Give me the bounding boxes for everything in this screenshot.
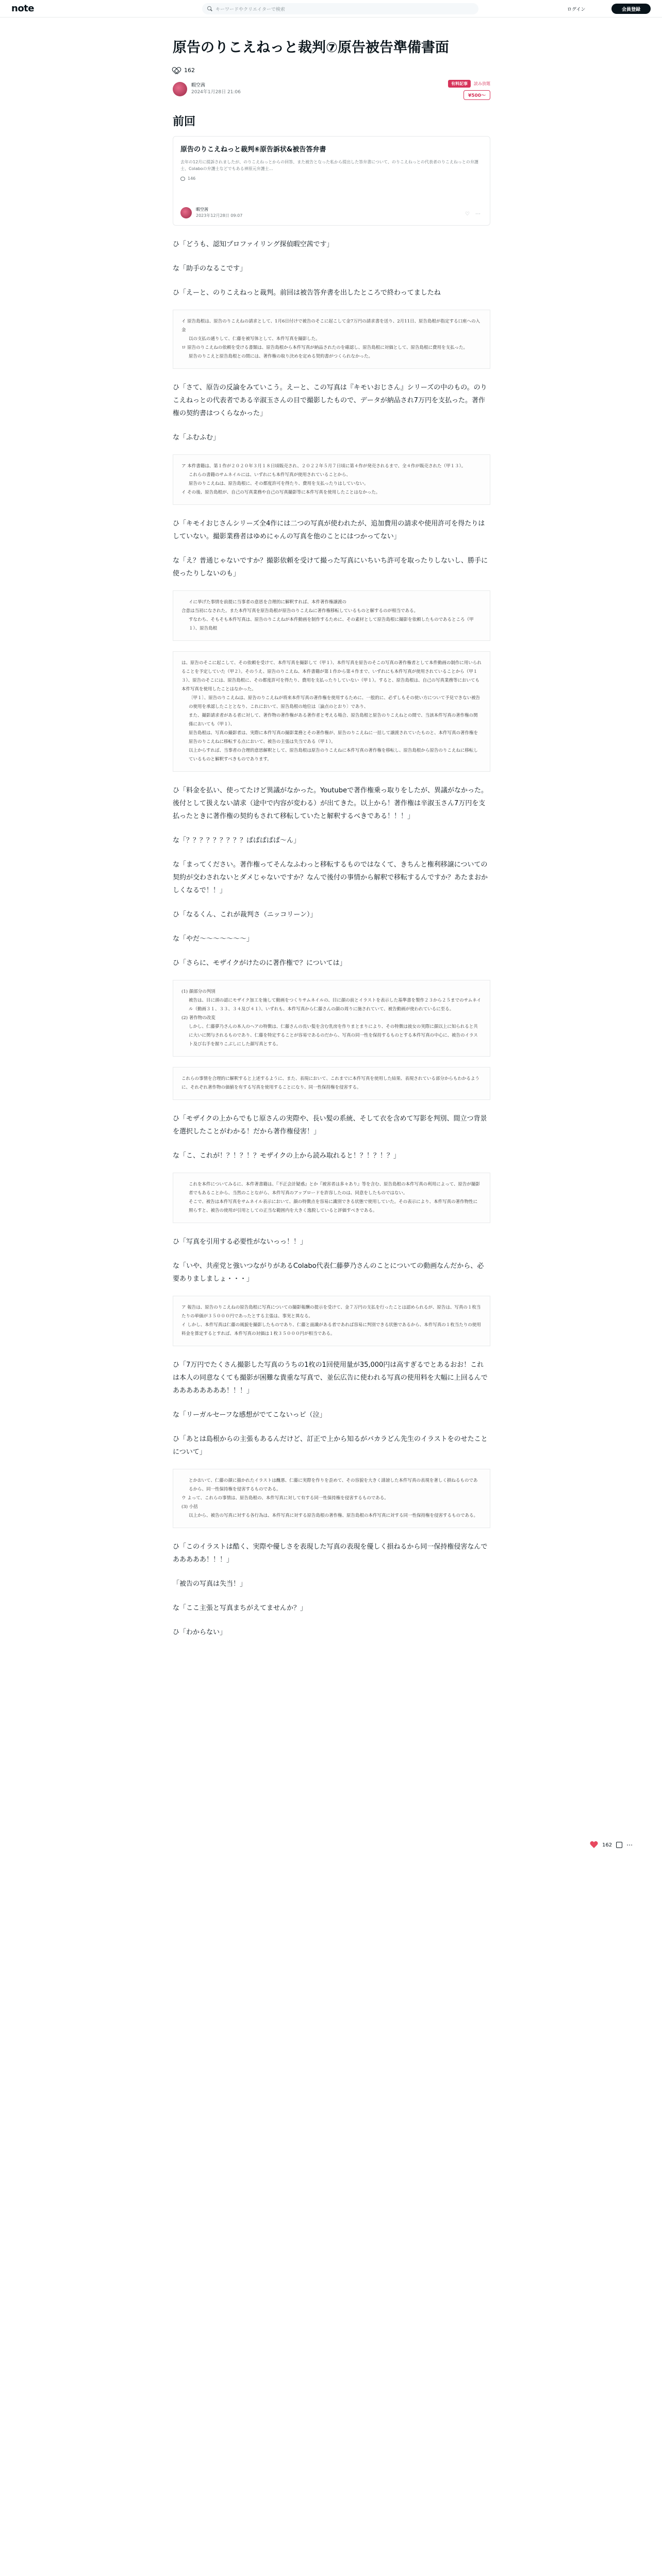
quote-line: ロ 原告のりこえねの依頼を受ける書類は、原告島根から本件写真が納品されたのを確認し、原告島根に対価として、原告島根に費用を支払った。	[181, 345, 468, 350]
section-heading: 前回	[173, 115, 196, 128]
embed-author-name: 暇空茜	[196, 207, 208, 212]
quoted-document-image	[173, 454, 490, 505]
dialogue-line: ひ「7万円でたくさん撮影した写真のうちの1枚の1回使用量が35,000円は高すぎるでとあるおお！これは本人の同意なくても撮影が困難な貴重な写真で、並伝広告に使われる写真の使用料を大幅に上回るんでああああああああ！！！」	[173, 1361, 488, 1395]
login-button[interactable]: ログイン	[567, 7, 586, 12]
embed-date: 2023年12月28日 09:07	[196, 213, 243, 218]
quote-line: これを本件についてみるに、本件著書籍は、『不正会計疑惑』とか『被害者は多々あり』等を含む、原告島根の本件写真の利用によって、原告が撮影者でもあることから、当然のことながら、本件写真のアップロードを許容したのは、同意をしたものではない。	[189, 1182, 480, 1196]
quote-line: イに挙げた事情を前提に当事者の意思を合理的に解釈すれば、本件著作権譲渡の	[189, 600, 347, 605]
dialogue-line: ひ「このイラストは酷く、実際や優しさを表現した写真の表現を優しく損ねるから同一保持権侵害なんであああああ！！！」	[173, 1543, 488, 1564]
quote-line: 原告島根は、写真の撮影者は、実際に本件写真の撮影業務とその著作権が、原告のりこえねに一括して譲渡されていたものと、本件写真の著作権を原告のりこえねに移転する点において、被告の主張は失当である（甲１）。	[189, 731, 478, 744]
search-placeholder: キーワードやクリエイターで検索	[216, 7, 285, 12]
publish-date: 2024年1月28日 21:06	[191, 90, 241, 95]
embed-like-row	[180, 176, 483, 181]
quoted-document-image	[173, 980, 490, 1057]
dialogue-line: な「やだ〜〜〜〜〜〜〜」	[173, 935, 254, 943]
dialogue-line: な「こ、これが！？！？！？モザイクの上から読み取れると！？！？！？」	[173, 1152, 400, 1160]
quoted-document-image	[173, 1296, 490, 1346]
site-header	[0, 0, 662, 18]
article-tags	[448, 80, 490, 88]
subscription-tag[interactable]: 読み放題	[474, 81, 490, 86]
author-avatar[interactable]	[173, 82, 187, 96]
dialogue-line: ひ「どうも、認知プロファイリング探偵暇空茜です」	[173, 241, 334, 248]
dialogue-line: ひ「キモイおじさんシリーズ全4作には二つの写真が使われたが、追加費用の請求や使用許可を得たりはしていない。撮影業務者はゆめにゃんの写真を他のことにはつかってない」	[173, 520, 485, 540]
dialogue-line: な「え？普通じゃないですか？撮影依頼を受けて撮った写真にいちいち許可を取ったりしないし、勝手に使ったりしないのも」	[173, 557, 488, 578]
quoted-document-image	[173, 1173, 490, 1223]
embed-title: 原告のりこえねっと裁判⑥原告訴状&被告答弁書	[180, 146, 326, 154]
quote-line: 以上から、被告の写真に対する各行為は、本件写真に対する原告島根の著作権、原告島根の本件写真に対する同一性保持権を侵害するものである。	[189, 1513, 478, 1518]
dialogue-line: な「助手のなるこです」	[173, 265, 247, 273]
embed-like-count: 146	[188, 176, 196, 181]
dialogue-line: な「ここ主張と写真まちがえてませんか？」	[173, 1604, 307, 1612]
quote-line: ア 本件書籍は、第１作が２０２０年３月１８日頃販売され、２０２２年５月７日頃に第４作が発売されるまで、全４作が販売された（甲１３）。	[181, 464, 466, 469]
dialogue-line: 「被告の写真は失当！」	[173, 1580, 247, 1588]
quote-line: これらの書籍のサムネイルには、いずれにも本件写真が使用されていることから、	[189, 472, 351, 478]
signup-button[interactable]: 会員登録	[611, 4, 651, 14]
dialogue-line: な「いや、共産党と強いつながりがあるColabo代表仁藤夢乃さんのことについての動画なんだから、必要ありましましょ・・・」	[173, 1262, 484, 1283]
quote-line: 被告は、目に頭の認にモザイク加工を施して動画をつくりサムネイルの、目に顔の前とイラストを表示した基準書を製作２３から２５までのサムネイル（動画３１、３３、３４及び４１）、いずれも、本件写真から仁藤さんの顔の周りに施されていて、被告動画が使われているに至る。	[189, 998, 481, 1012]
search-icon	[207, 6, 212, 11]
embed-excerpt: 去年の12月に提訴されましたが、のりこえねっとからの回答、また被告となった私から提出した答弁書について、のりこえねっとの代表者のりこえねっとの弁護士、Colaboの弁護士などでもある神原元弁護士…	[180, 160, 478, 171]
quote-line: また、撮影請求者がある者に対して、著作物の著作権がある著作者と考える場合、原告島根と原告のりこえねとの間で、当該本件写真の著作権の関係においても（甲１）、	[189, 713, 478, 727]
embed-author-avatar	[180, 207, 192, 218]
like-count: 162	[184, 67, 195, 74]
dialogue-line: ひ「あとは島根からの主張もあるんだけど、訂正で上から知るがバカラどん先生のイラストをのせたことについて」	[173, 1435, 488, 1456]
quoted-document-image	[173, 651, 490, 772]
author-row	[173, 81, 490, 97]
quote-line: ア 報告は、原告のりこえねの原告島根に写真についての撮影報酬の提示を受けて、金７万円の支払を行ったことは認められるが、原告は、写真の１枚当たりの単価が３５０００円であったとする主張は、事実と異なる。	[181, 1305, 481, 1319]
article-main	[173, 37, 490, 1639]
price-button[interactable]: ¥500〜	[464, 90, 490, 100]
article-title: 原告のりこえねっと裁判⑦原告被告準備書面	[173, 40, 449, 56]
author-meta	[191, 82, 241, 96]
quote-line: (2) 著作物の改変	[181, 1015, 216, 1021]
dialogue-line: ひ「えーと、のりこえねっと裁判。前回は被告答弁書を出したところで終わってましたね	[173, 289, 441, 297]
dialogue-line: ひ「料金を払い、使ってたけど異議がなかった。Youtubeで著作権乗っ取りをしたが、異議がなかった。後付として扱えない請求（途中で内容が変わる）が出てきた。以上から！著作権は辛淑玉さん7万円を支払ったときに著作権の契約もされて移転していたと解釈するべきである！！！」	[173, 787, 488, 820]
quote-line: イ しかし、本件写真は仁藤の風貌を撮影したものであり、仁藤と面識がある者であれば容易に判別できる状態であるから、本件写真の１枚当たりの使用料金を算定するとすれば、本件写真の対価は１枚３５０００円が相当である。	[181, 1323, 481, 1336]
more-icon[interactable]: ⋯	[626, 1841, 633, 1849]
dialogue-line: な「まってください。著作権ってそんなふわっと移転するものではなくて、きちんと権利移譲についての契約が交わされないとダメじゃないですか？なんで後付の事情から解釈で移転するんですか？あたまおかしくなるで！！」	[173, 861, 488, 894]
quote-line: 〔甲１〕、原告のりこえねは、原告のりこえねが将来本件写真の著作権を使用するために、一般的に、必ずしもその使い方について予見できない被告の使用を承認したこととなり、これにおいて、原告島根の地位は〔論点のとおり〕であり、	[189, 696, 481, 709]
floating-action-bar	[590, 1841, 633, 1849]
note-logo[interactable]: note	[11, 3, 34, 14]
heart-icon[interactable]	[173, 67, 180, 74]
embedded-article-card[interactable]	[173, 136, 490, 226]
quote-line: ウ よって、これらの事情は、原告島根の、本件写真に対して有する同一性保持権を侵害するものである。	[181, 1496, 389, 1501]
quote-line: イ その後、原告島根が、自己の写真業務や自己の写真撮影等に本件写真を使用したことはなかった。	[181, 490, 380, 495]
paid-badge: 有料記事	[448, 80, 471, 88]
search-input[interactable]	[202, 3, 478, 14]
quote-line: しかし、仁藤夢乃さんの本人のヘアの特徴は、仁藤さんの長い髪を含む乳房を作りまとまりにより、その特徴は彼女の実際に顔以上に知られると共に大いに関与されるものであり、仁藤を特定することが容易であるのだから、写真の同一性を保持するものとする本件写真の中心に、被告のイラスト及び右手を握りこぶしにした顔写真とする。	[189, 1024, 478, 1047]
quote-line: 以の支払の通りして、仁藤を被写体として、本件写真を撮影した。	[189, 336, 320, 342]
dialogue-line: な「ふむふむ」	[173, 434, 220, 442]
dialogue-line: ひ「さて、原告の反論をみていこう。えーと、この写真は『キモいおじさん』シリーズの中のもの。のりこえねっとの代表者である辛淑玉さんの目で撮影したもので、データが納品され7万円を支払った。著作権の契約書はつくらなかった」	[173, 384, 487, 417]
dialogue-line: な「リーガルセーフな感想がでてこないっピ（泣」	[173, 1411, 326, 1419]
quoted-document-image	[173, 590, 490, 641]
quote-line: イ 原告島根は、原告のりこえねの請求として、1月6日付けで被告のそこに起こして金7万円の請求書を送り、2月11日、原告島根が指定する口座への入金	[181, 319, 480, 333]
floating-like-count: 162	[602, 1842, 613, 1848]
embed-action-icons[interactable]: ♡ ⋯	[465, 211, 483, 217]
quote-line: すなわち、そもそも本件写真は、原告のりこえねが本件動画を制作するために、その素材として原告島根に撮影を依頼したものであるところ（甲１）、原告島根	[189, 617, 474, 631]
dialogue-line: ひ「さらに、モザイクがけたのに著作権で？については」	[173, 959, 346, 967]
bookmark-icon[interactable]	[616, 1842, 622, 1848]
like-row	[173, 67, 490, 74]
dialogue-line: ひ「なるくん、これが裁判さ（ニッコリーン）」	[173, 911, 317, 919]
quote-line: そこで、被告は本件写真をサムネイル表示において、顔の特徴点を容易に識別できる状態で使用していた。その表示により、本件写真の著作物性に照らすと、被告の使用が引用としての正当な範囲内を大きく逸脱していると評価すべきである。	[189, 1199, 478, 1213]
heart-icon	[180, 177, 185, 181]
quote-line: (3) 小括	[181, 1504, 198, 1510]
quote-line: (1) 顔部分の判別	[181, 989, 216, 994]
dialogue-line: ひ「モザイクの上からでもじ原さんの実際や、長い髪の系統、そして衣を含めて写影を判別、間立つ背景を選択したことがわかる！だから著作権侵害！」	[173, 1115, 487, 1136]
quote-line: 原告のりこえと原告島根との間には、著作権の取り決めを定める契約書がつくられなかった。	[189, 354, 373, 359]
dialogue-line: ひ「写真を引用する必要性がないっっ！！」	[173, 1238, 307, 1246]
quote-line: 原告のりこえねは、原告島根に、その都度許可を得たり、費用を支払ったりはしていない。	[189, 481, 369, 486]
quoted-document-image	[173, 310, 490, 369]
quoted-document-image	[173, 1067, 490, 1100]
quote-line: は、原告のそこに起こして、その依頼を受けて、本件写真を撮影して（甲１）、本件写真を原告のそこの写真の著作権者として本件動画の制作に用いられることを予定していた（甲２）。そのうえ、原告のりこえね、本件書籍が第１作から第４作まで、いずれにも本件写真が使用されていることから（甲１３）、原告のそこには、原告島根に、その都度許可を得たり、費用を支払ったりしていない（甲１）。すると、原告島根は、自己の写真業務等においても本件写真を使用したことはなかった。	[181, 660, 482, 692]
heart-icon[interactable]	[590, 1841, 598, 1849]
dialogue-line: ひ「わからない」	[173, 1629, 227, 1636]
quote-line: これらの事情を合理的に解釈すると上述するように、また、表現において、これまでに本件写真を使用した結果、表現されている部分からもわかるように、それぞれ著作物の価値を有する写真を使用することになり、同一性保持権を侵害する。	[181, 1076, 479, 1090]
quote-line: 合意は当初になされた。また本件写真を原告島根が原告のりこえねに著作権移転しているものと解するのが相当である。	[181, 608, 419, 614]
quote-line: 以上からすれば、当事者の合理的意思解釈として、原告島根は原告のりこえねに本件写真の著作権を移転し、原告島根から原告のりこえねに移転しているものと解釈すべきものであります。	[189, 748, 478, 762]
author-name[interactable]: 暇空茜	[191, 83, 206, 88]
quote-line: とかおいて、仁藤の顔に描かれたイラストは醜悪、仁藤に実際を作りを歪めて、その容貌を大きく誹謗した本件写真の表現を著しく損ねるものであるから、同一性保持権を侵害するものである。	[189, 1478, 478, 1492]
dialogue-line: な「？？？？？？？？？ぱぱぱぱぱ〜ん」	[173, 837, 301, 844]
quoted-document-image	[173, 1469, 490, 1528]
embed-author	[180, 207, 242, 219]
